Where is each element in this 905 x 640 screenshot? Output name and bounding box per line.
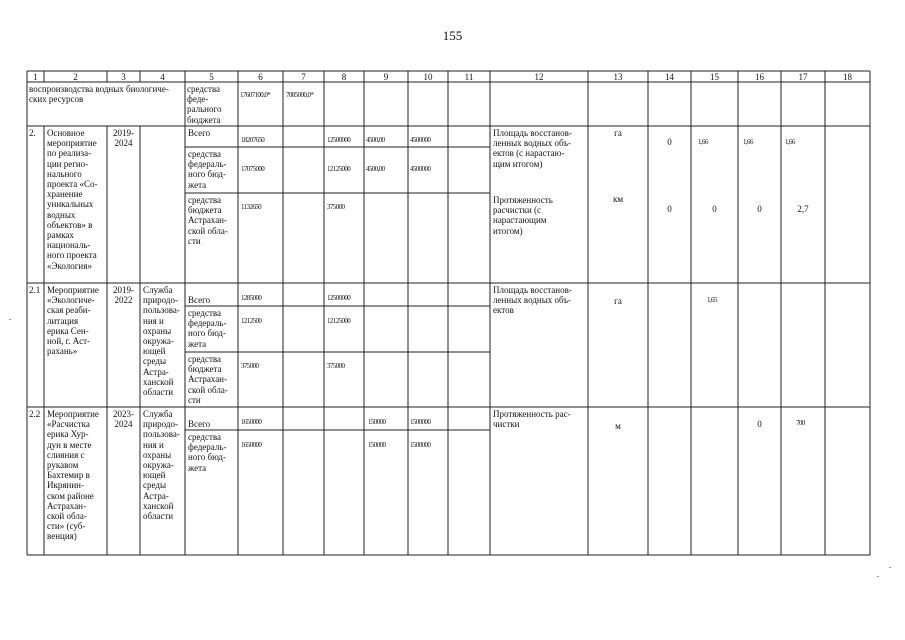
scan-speck bbox=[9, 319, 11, 320]
row-2-2-source-total: Всего bbox=[188, 419, 211, 429]
row-2-1-source-federal: средства федераль- ного бюд- жета bbox=[188, 308, 227, 349]
row-2-indicator-1-col16: 1,66 bbox=[743, 138, 753, 146]
row-2-federal-col6: 17075000 bbox=[241, 165, 265, 173]
col-header-2: 2 bbox=[73, 72, 78, 82]
row-2-1-federal-col8: 12125000 bbox=[327, 317, 351, 325]
row-2-indicator-2-col14: 0 bbox=[667, 204, 672, 214]
row-2-2-total-col6: 1650000 bbox=[241, 418, 262, 426]
top-description: воспроизводства водных биологиче- ских ресурсов bbox=[29, 84, 169, 105]
col-header-3: 3 bbox=[121, 72, 126, 82]
top-source: средства феде- рального бюджета bbox=[187, 84, 222, 125]
row-2-1-federal-col6: 1212500 bbox=[241, 317, 262, 325]
col-header-12: 12 bbox=[534, 72, 544, 82]
row-2-1-source-total: Всего bbox=[188, 295, 211, 305]
row-2-source-federal: средства федераль- ного бюд- жета bbox=[188, 149, 227, 190]
row-2-2-indicator: Протяженность рас- чистки bbox=[493, 409, 571, 430]
col-header-13: 13 bbox=[613, 72, 623, 82]
col-header-16: 16 bbox=[755, 72, 764, 82]
row-2-2-total-col10: 1500000 bbox=[410, 418, 431, 426]
page-number: 155 bbox=[442, 28, 463, 43]
row-2-1-regional-col8: 375000 bbox=[327, 362, 345, 370]
row-2-indicator-1: Площадь восстанов- ленных водных объ- ектов (с нарастаю- щим итогом) bbox=[493, 128, 572, 169]
row-2-2-federal-col9: 150000 bbox=[368, 441, 386, 449]
row-2-2-source-federal: средства федераль- ного бюд- жета bbox=[188, 432, 227, 473]
col-header-6: 6 bbox=[258, 72, 263, 82]
row-2-2-federal-col6: 1650000 bbox=[241, 441, 262, 449]
col-header-1: 1 bbox=[33, 72, 38, 82]
scan-speck bbox=[889, 567, 891, 568]
row-2-total-col10: 4500000 bbox=[410, 136, 431, 144]
row-2-1-name: Мероприятие «Экологиче- ская реаби- литация ерика Сен- ной, г. Аст- рахань» bbox=[47, 285, 99, 357]
col-header-4: 4 bbox=[160, 72, 165, 82]
col-header-18: 18 bbox=[843, 72, 852, 82]
row-2-1-regional-col6: 375000 bbox=[241, 362, 259, 370]
row-2-2-indicator-unit: м bbox=[615, 421, 621, 431]
row-2-2-indicator-col16: 0 bbox=[757, 419, 762, 429]
row-2-2-name: Мероприятие «Расчистка ерика Хур- дун в месте слияния с рукавом Бахтемир в Икрянин- ском районе Астрахан- ской обла- сти» (суб- венция) bbox=[47, 409, 99, 542]
top-col7-value: 7085000,0* bbox=[286, 91, 314, 99]
col-header-17: 17 bbox=[798, 72, 808, 82]
row-2-indicator-2-col15: 0 bbox=[712, 204, 717, 214]
top-col6-value: 17607100,0* bbox=[240, 91, 271, 99]
row-2-federal-col9: 4500,00 bbox=[366, 165, 385, 173]
row-2-federal-col8: 12125000 bbox=[327, 165, 351, 173]
col-header-15: 15 bbox=[710, 72, 719, 82]
row-2-1-total-col6: 1285000 bbox=[241, 294, 262, 302]
col-header-8: 8 bbox=[341, 72, 347, 82]
row-2-1-executor: Служба природо- пользова- ния и охраны окружа- ющей среды Астра- ханской области bbox=[143, 285, 180, 398]
row-2-2-years: 2023- 2024 bbox=[113, 409, 134, 430]
row-2-source-regional: средства бюджета Астрахан- ской обла- сти bbox=[188, 195, 228, 246]
scan-speck bbox=[877, 576, 879, 577]
row-2-number: 2. bbox=[29, 128, 36, 138]
col-header-7: 7 bbox=[301, 72, 306, 82]
row-2-indicator-1-col17: 1,66 bbox=[785, 138, 795, 146]
row-2-2-federal-col10: 1500000 bbox=[410, 441, 431, 449]
row-2-name: Основное мероприятие по реализа- ции регио- нального проекта «Со- хранение уникальных водных объектов» в рамках националь- ного проекта «Экология» bbox=[47, 128, 98, 271]
col-header-11: 11 bbox=[464, 72, 474, 82]
row-2-indicator-1-col15: 1,66 bbox=[698, 138, 708, 146]
row-2-years: 2019- 2024 bbox=[113, 128, 134, 149]
row-2-source-total: Всего bbox=[188, 128, 211, 138]
row-2-indicator-2-col16: 0 bbox=[757, 204, 762, 214]
row-2-1-number: 2.1 bbox=[29, 285, 41, 295]
col-header-10: 10 bbox=[423, 72, 433, 82]
row-2-1-indicator-unit: га bbox=[614, 296, 622, 306]
row-2-indicator-2-unit: км bbox=[612, 194, 624, 204]
row-2-federal-col10: 4500000 bbox=[410, 165, 431, 173]
row-2-total-col8: 12500000 bbox=[327, 136, 351, 144]
row-2-regional-col6: 1132650 bbox=[241, 203, 262, 211]
row-2-2-number: 2.2 bbox=[29, 409, 41, 419]
col-header-9: 9 bbox=[383, 72, 389, 82]
row-2-2-executor: Служба природо- пользова- ния и охраны окружа- ющей среды Астра- ханской области bbox=[143, 409, 180, 522]
row-2-total-col9: 4500,00 bbox=[366, 136, 385, 144]
row-2-2-indicator-col17: 700 bbox=[796, 419, 805, 427]
row-2-total-col6: 18207650 bbox=[241, 136, 265, 144]
row-2-1-source-regional: средства бюджета Астрахан- ской обла- сти bbox=[188, 354, 228, 405]
row-2-1-indicator: Площадь восстанов- ленных водных объ- ектов bbox=[493, 285, 572, 316]
row-2-indicator-2-col17: 2,7 bbox=[797, 204, 809, 214]
row-2-1-total-col8: 12500000 bbox=[327, 294, 351, 302]
col-header-14: 14 bbox=[665, 72, 674, 82]
row-2-1-indicator-col15: 1,65 bbox=[707, 296, 717, 304]
row-2-1-years: 2019- 2022 bbox=[113, 285, 134, 306]
row-2-indicator-1-unit: га bbox=[614, 128, 622, 138]
row-2-indicator-2: Протяженность расчистки (с нарастающим итогом) bbox=[493, 195, 553, 236]
row-2-regional-col8: 375000 bbox=[327, 203, 345, 211]
col-header-5: 5 bbox=[209, 72, 214, 82]
row-2-indicator-1-col14: 0 bbox=[667, 137, 672, 147]
row-2-2-total-col9: 150000 bbox=[368, 418, 386, 426]
